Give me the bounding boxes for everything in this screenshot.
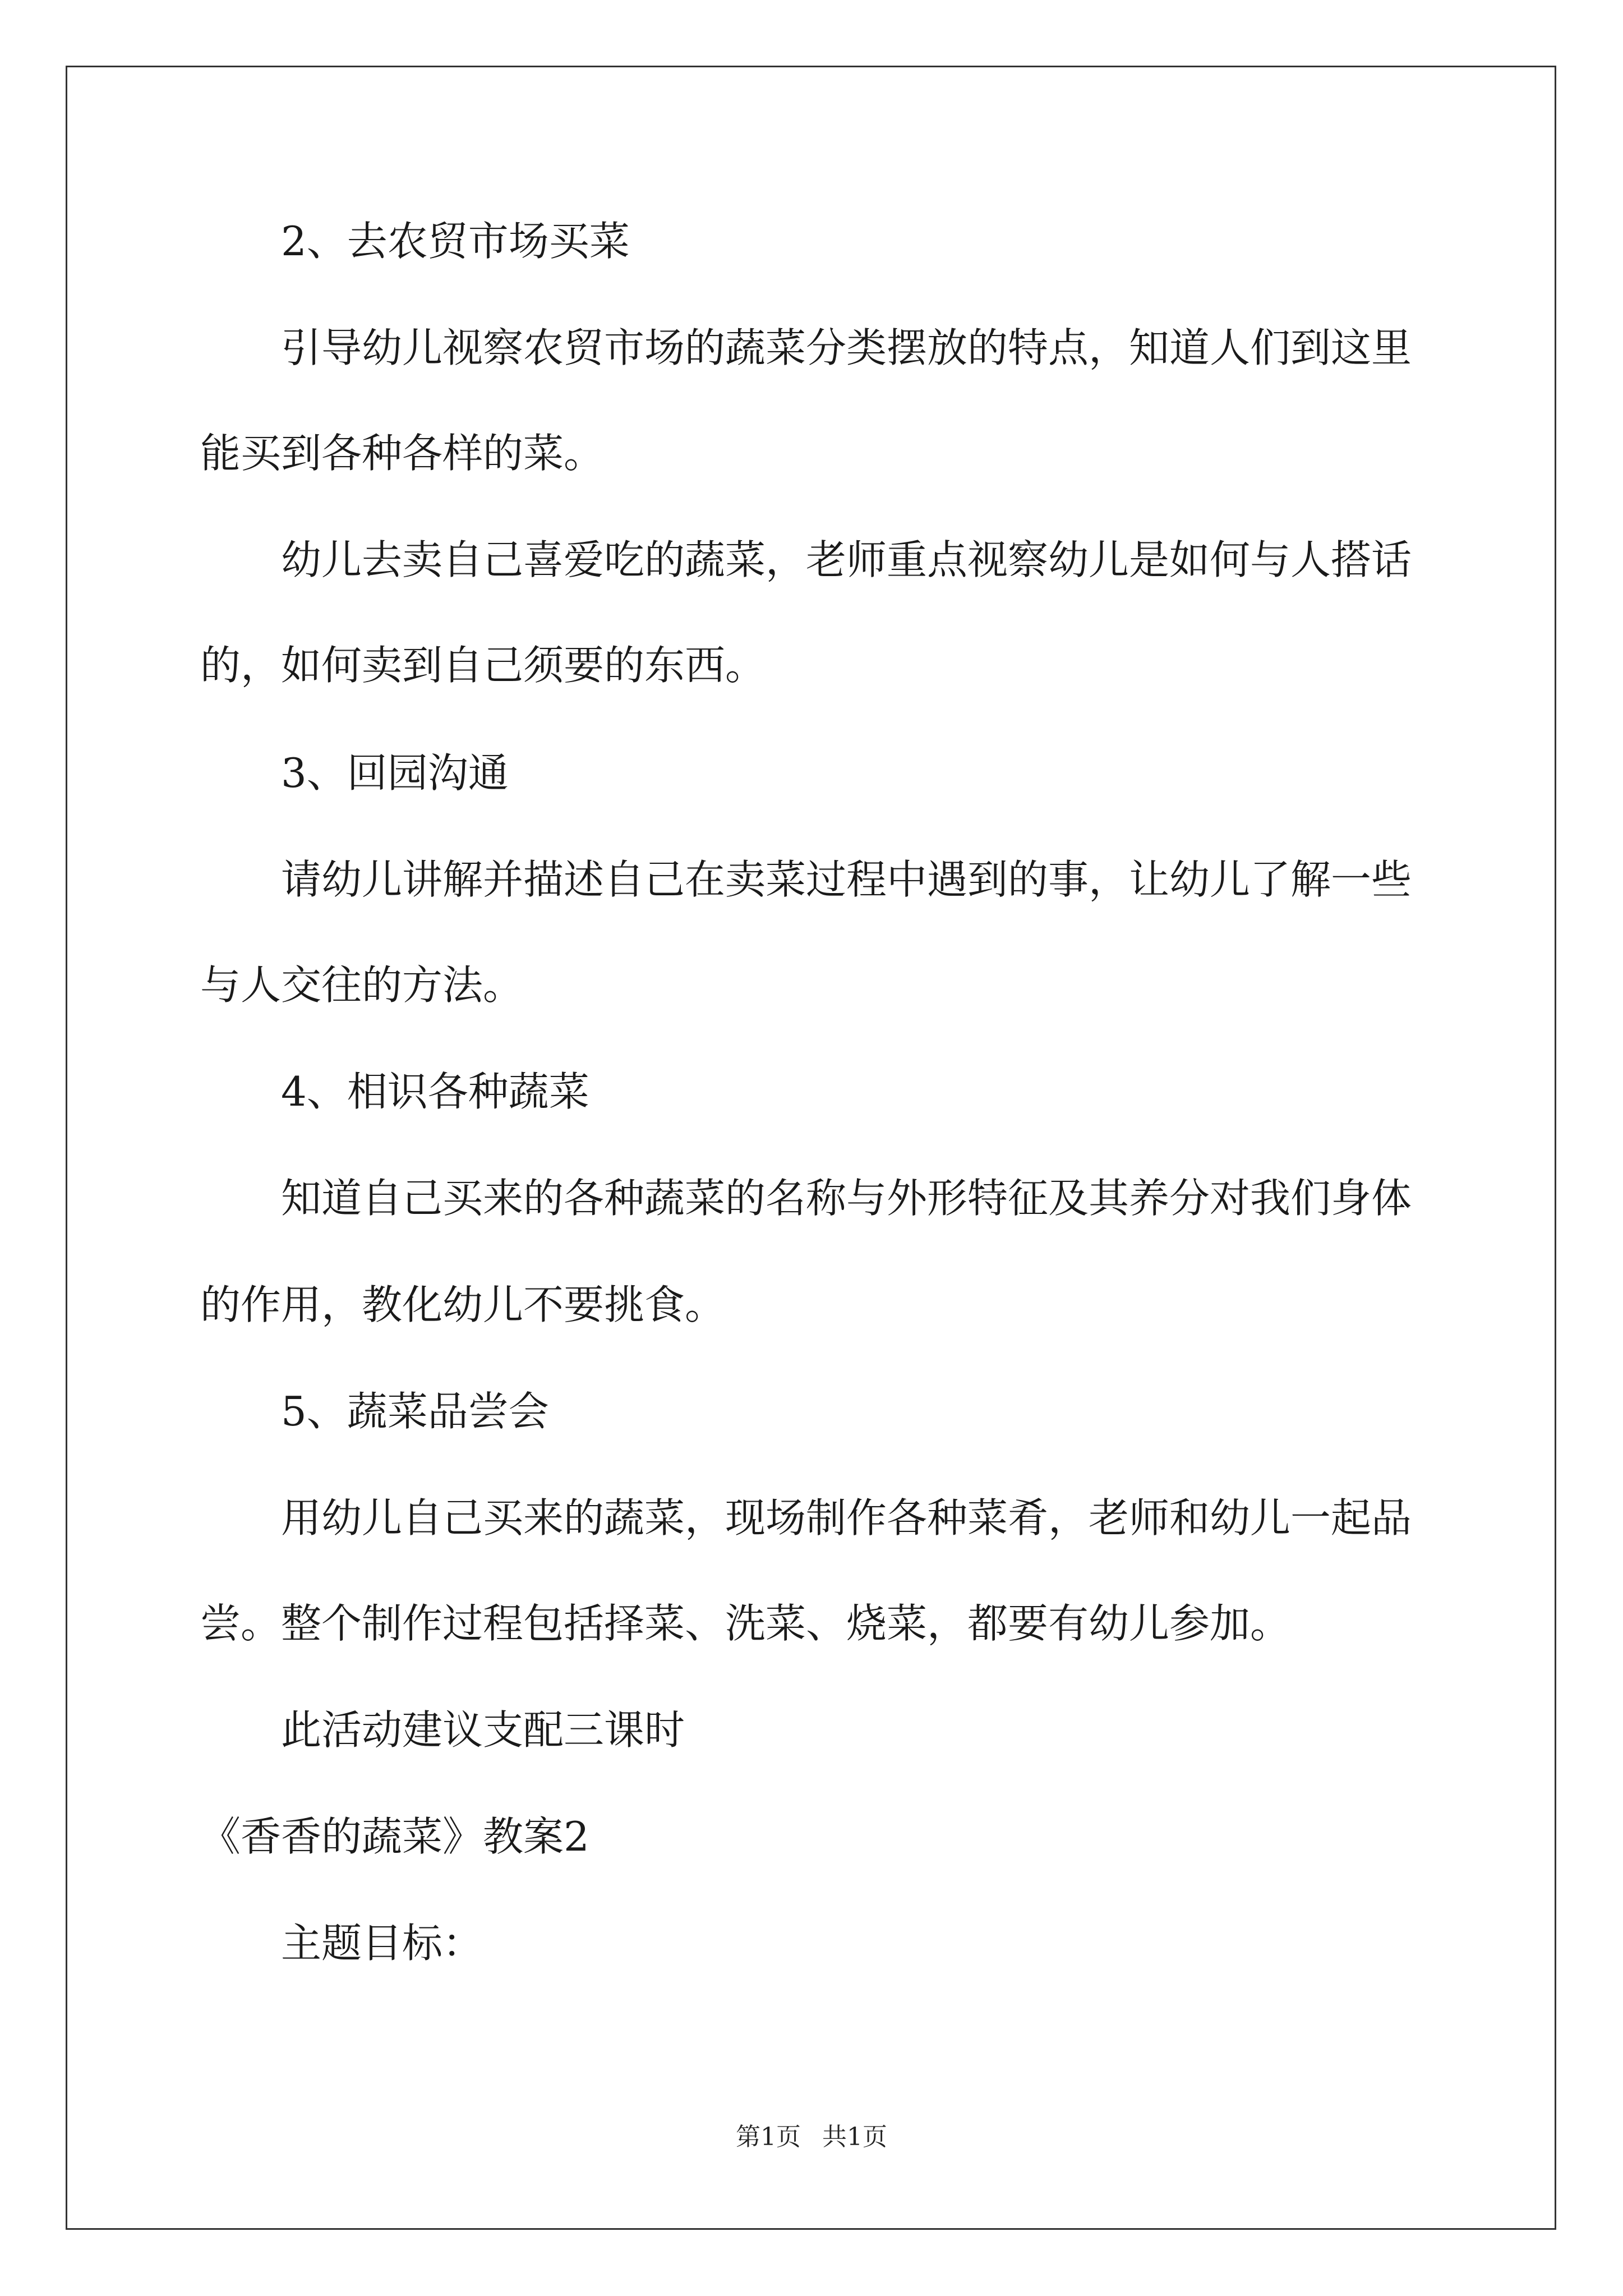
paragraph-line: 引导幼儿视察农贸市场的蔬菜分类摆放的特点，知道人们到这里 — [281, 324, 1412, 371]
lesson-title: 《香香的蔬菜》教案2 — [200, 1813, 589, 1860]
section-heading: 5、蔬菜品尝会 — [281, 1388, 549, 1435]
paragraph-line: 幼儿去卖自己喜爱吃的蔬菜，老师重点视察幼儿是如何与人搭话 — [281, 536, 1412, 583]
page-total: 共1页 — [822, 2123, 887, 2151]
paragraph-line: 用幼儿自己买来的蔬菜，现场制作各种菜肴，老师和幼儿一起品 — [281, 1494, 1412, 1542]
paragraph-line: 此活动建议支配三课时 — [281, 1706, 685, 1754]
section-heading: 4、相识各种蔬菜 — [281, 1068, 589, 1115]
section-heading: 3、回园沟通 — [281, 749, 509, 797]
page-border — [66, 66, 1556, 2230]
section-heading: 主题目标： — [281, 1920, 483, 1967]
paragraph-line: 尝。整个制作过程包括择菜、洗菜、烧菜，都要有幼儿参加。 — [200, 1600, 1291, 1647]
section-heading: 2、去农贸市场买菜 — [281, 218, 630, 265]
paragraph-line: 的作用，教化幼儿不要挑食。 — [200, 1281, 726, 1328]
paragraph-line: 能买到各种各样的菜。 — [200, 430, 605, 477]
page-footer — [0, 2120, 1623, 2154]
paragraph-line: 与人交往的方法。 — [200, 961, 524, 1009]
page-number: 第1页 — [736, 2123, 801, 2151]
paragraph-line: 的，如何卖到自己须要的东西。 — [200, 642, 766, 689]
paragraph-line: 知道自己买来的各种蔬菜的名称与外形特征及其养分对我们身体 — [281, 1175, 1412, 1222]
paragraph-line: 请幼儿讲解并描述自己在卖菜过程中遇到的事，让幼儿了解一些 — [281, 856, 1412, 903]
